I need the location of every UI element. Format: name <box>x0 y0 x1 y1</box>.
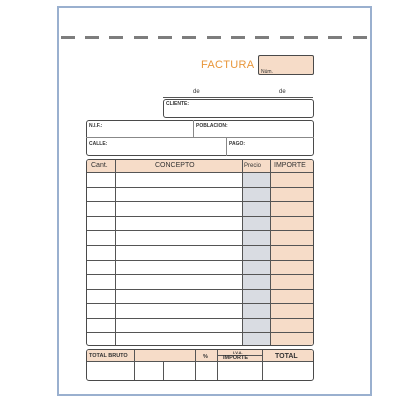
customer-details-vdivider-2 <box>226 138 227 156</box>
importe-column-bg <box>270 172 313 346</box>
totals-divider-3 <box>195 350 196 380</box>
items-table <box>86 159 314 346</box>
totals-header-rule <box>87 361 313 362</box>
perforation-dash <box>280 36 294 39</box>
iva-label: I.V.A. <box>233 350 243 355</box>
client-label: CLIENTE: <box>166 101 190 107</box>
table-col-divider-3 <box>270 160 271 346</box>
nif-label: N.I.F.: <box>89 123 103 129</box>
perforation-dash <box>109 36 123 39</box>
table-row <box>87 332 313 333</box>
perforation-dash <box>158 36 172 39</box>
table-row <box>87 172 313 173</box>
pago-label: PAGO: <box>229 141 246 147</box>
invoice-sheet <box>57 6 372 396</box>
table-row <box>87 303 313 304</box>
col-cant-header: Cant. <box>91 162 108 169</box>
table-row <box>87 274 313 275</box>
perforation-dash <box>207 36 221 39</box>
table-row <box>87 289 313 290</box>
date-de-2: de <box>279 89 286 95</box>
iva-importe-label: IMPORTE <box>223 355 249 361</box>
date-de-1: de <box>193 89 200 95</box>
col-importe-header: IMPORTE <box>274 162 306 169</box>
perforation-dash <box>231 36 245 39</box>
perforation-dash <box>328 36 342 39</box>
col-concepto-header: CONCEPTO <box>155 162 195 169</box>
perforation-dash <box>304 36 318 39</box>
table-col-divider-2 <box>242 160 243 346</box>
perforation-dash <box>134 36 148 39</box>
perforation-dash <box>353 36 367 39</box>
total-bruto-label: TOTAL BRUTO <box>89 353 128 359</box>
perforation-dash <box>61 36 75 39</box>
table-row <box>87 260 313 261</box>
date-line-rule <box>163 97 313 98</box>
col-precio-header: Precio <box>244 163 262 169</box>
table-row <box>87 318 313 319</box>
perforation-dash <box>255 36 269 39</box>
calle-label: CALLE: <box>89 141 108 147</box>
totals-divider-5 <box>262 350 263 380</box>
customer-details-divider <box>86 137 314 138</box>
perforation-dash <box>182 36 196 39</box>
table-row <box>87 230 313 231</box>
total-label: TOTAL <box>275 353 298 360</box>
table-row <box>87 216 313 217</box>
precio-column-bg <box>242 172 270 346</box>
poblacion-label: POBLACION: <box>196 123 228 129</box>
customer-details-vdivider <box>193 120 194 138</box>
invoice-number-label: Núm. <box>261 69 273 75</box>
table-row <box>87 187 313 188</box>
totals-divider-1 <box>134 350 135 380</box>
totals-box <box>86 349 314 381</box>
perforation-dash <box>85 36 99 39</box>
table-col-divider-1 <box>115 160 116 346</box>
iva-pct-label: % <box>203 354 208 360</box>
table-row <box>87 201 313 202</box>
invoice-title: FACTURA <box>201 59 255 71</box>
table-row <box>87 245 313 246</box>
totals-divider-2 <box>163 361 164 380</box>
